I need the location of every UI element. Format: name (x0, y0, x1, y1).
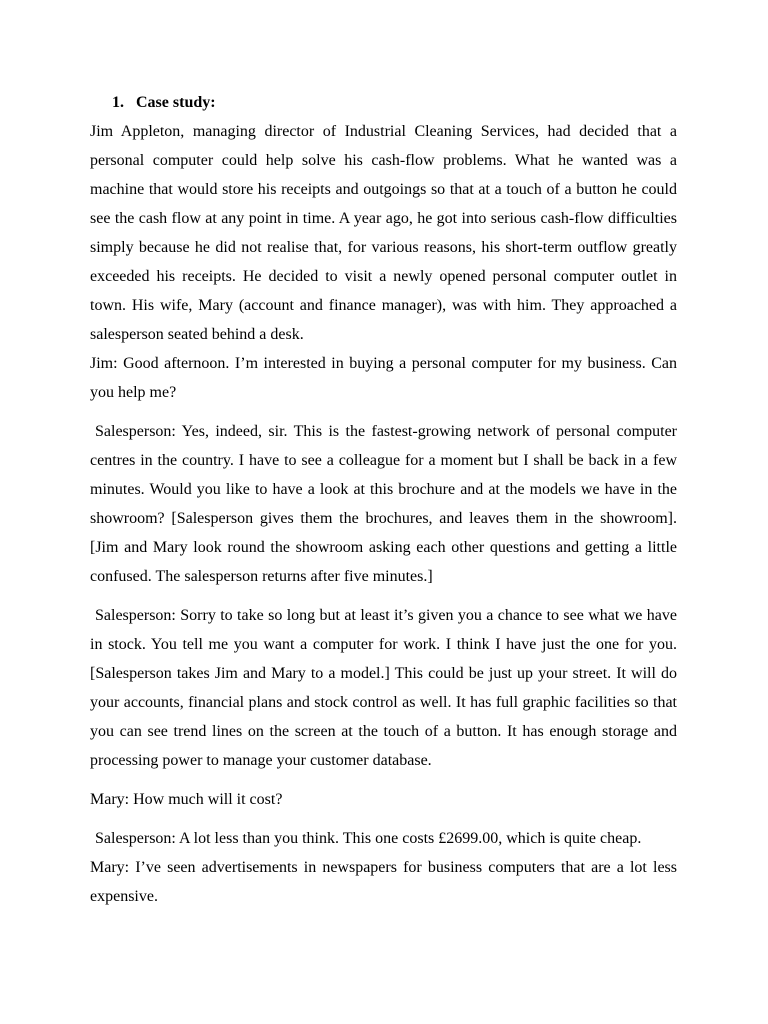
intro-paragraph: Jim Appleton, managing director of Industrial Cleaning Services, had decided that a personal computer could help solve his cash-flow problems. What he wanted was a machine that would store his receipts and outgoings so that at a touch of a button he could see the cash flow at any point in time. A year ago, he got into serious cash-flow difficulties simply because he did not realise that, for various reasons, his short-term outflow greatly exceeded his receipts. He decided to visit a newly opened personal computer outlet in town. His wife, Mary (account and finance manager), was with him. They approached a salesperson seated behind a desk. (90, 123, 677, 343)
heading-number: 1. (112, 94, 124, 111)
dialogue-mary-1: Mary: How much will it cost? (90, 791, 283, 808)
dialogue-jim-1: Jim: Good afternoon. I’m interested in buying a personal computer for my business. Can you help me? (90, 355, 677, 401)
dialogue-salesperson-2: Salesperson: Sorry to take so long but at least it’s given you a chance to see what we have in stock. You tell me you want a computer for work. I think I have just the one for you. [Salesperson takes Jim and Mary to a model.] This could be just up your street. It will do your accounts, financial plans and stock control as well. It has full graphic facilities so that you can see trend lines on the screen at the touch of a button. It has enough storage and processing power to manage your customer database. (90, 607, 677, 769)
dialogue-salesperson-3: Salesperson: A lot less than you think. This one costs £2699.00, which is quite cheap. (95, 830, 642, 847)
dialogue-salesperson-1: Salesperson: Yes, indeed, sir. This is the fastest-growing network of personal computer centres in the country. I have to see a colleague for a moment but I shall be back in a few minutes. Would you like to have a look at this brochure and at the models we have in the showroom? [Salesperson gives them the brochures, and leaves them in the showroom]. [Jim and Mary look round the showroom asking each other questions and getting a little confused. The salesperson returns after five minutes.] (90, 423, 677, 585)
dialogue-mary-2: Mary: I’ve seen advertisements in newspapers for business computers that are a lot less expensive. (90, 859, 677, 905)
heading-title: Case study: (136, 94, 216, 111)
document-page (90, 88, 677, 911)
section-heading (112, 88, 677, 117)
